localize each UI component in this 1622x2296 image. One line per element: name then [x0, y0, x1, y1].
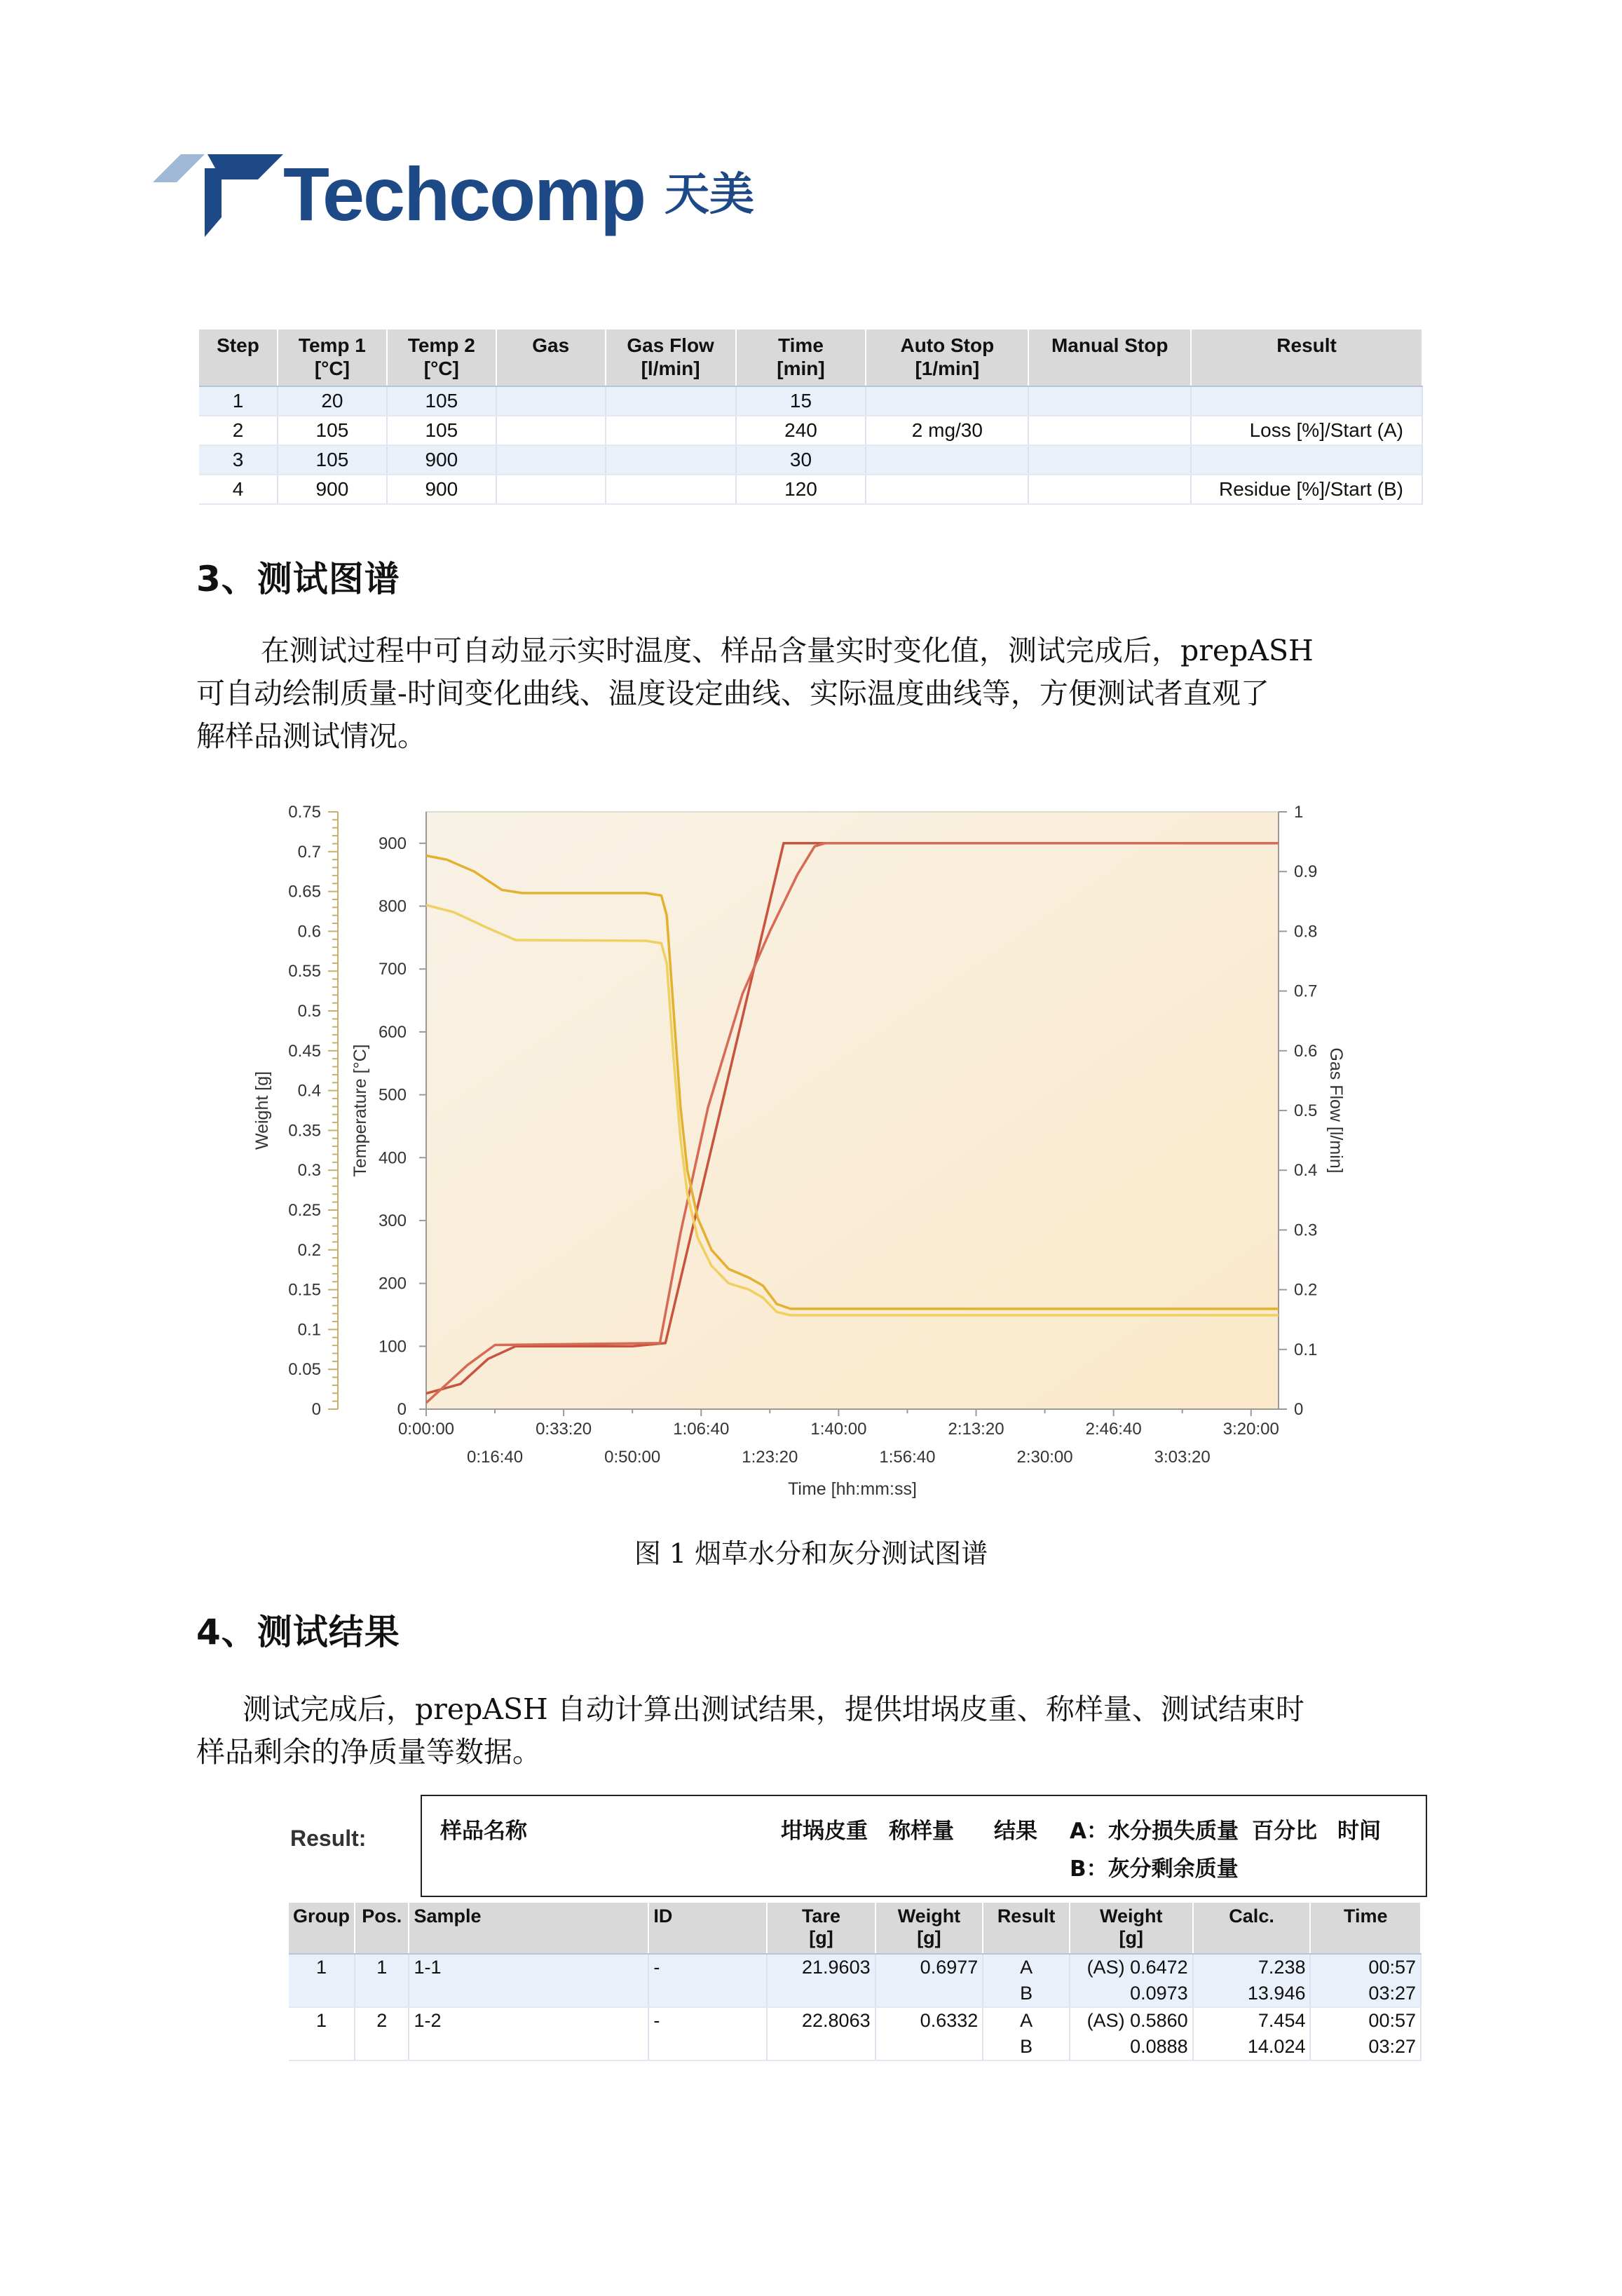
legend-time: 时间	[1337, 1819, 1381, 1844]
table-cell: 240	[736, 416, 866, 445]
table-cell: 0.6332	[875, 2007, 983, 2060]
gas-tick-label: 0.9	[1294, 862, 1318, 882]
column-header: Sample	[409, 1903, 648, 1954]
column-header: Weight [g]	[875, 1903, 983, 1954]
weight-tick-label: 0.65	[288, 882, 321, 902]
weight-tick-label: 0.7	[297, 842, 321, 862]
table-cell: Residue [%]/Start (B)	[1191, 475, 1422, 504]
temperature-tick-label: 200	[378, 1274, 407, 1293]
table-cell: 2	[355, 2007, 409, 2060]
section-title: 3、测试图谱	[196, 559, 400, 599]
legend-percent: 百分比	[1252, 1819, 1317, 1844]
table-cell: 1-2	[409, 2007, 648, 2060]
weight-axis-title: Weight [g]	[252, 1071, 272, 1150]
weight-tick-label: 0.55	[288, 962, 321, 981]
temperature-tick-label: 900	[378, 834, 407, 853]
column-header: Weight [g]	[1070, 1903, 1193, 1954]
table-cell	[1191, 445, 1422, 475]
temperature-tick-label: 300	[378, 1211, 407, 1230]
table-cell: 30	[736, 445, 866, 475]
company-logo	[153, 149, 770, 240]
weight-tick-label: 0.5	[297, 1002, 321, 1021]
table-cell: 00:57 03:27	[1310, 1954, 1421, 2007]
table-cell	[1028, 445, 1191, 475]
table-cell	[606, 475, 736, 504]
time-tick-label: 1:56:40	[879, 1448, 936, 1467]
paragraph-line: 测试完成后，prepASH 自动计算出测试结果，提供坩埚皮重、称样量、测试结束时	[243, 1692, 1304, 1726]
table-cell	[866, 445, 1028, 475]
column-header: Gas	[496, 330, 606, 386]
table-cell	[606, 386, 736, 416]
table-cell: 1	[289, 1954, 355, 2007]
table-cell: 1	[289, 2007, 355, 2060]
table-header-row	[289, 1903, 1421, 1954]
table-cell: 900	[387, 475, 496, 504]
column-header: Manual Stop	[1028, 330, 1191, 386]
temperature-tick-label: 500	[378, 1085, 407, 1105]
table-cell: 0.6977	[875, 1954, 983, 2007]
weight-tick-label: 0.35	[288, 1121, 321, 1141]
table-cell: A B	[983, 2007, 1070, 2060]
table-cell: 20	[278, 386, 387, 416]
table-cell: 7.454 14.024	[1193, 2007, 1311, 2060]
table-cell	[606, 445, 736, 475]
weight-tick-label: 0.4	[297, 1081, 321, 1101]
time-tick-label: 2:46:40	[1085, 1420, 1142, 1439]
table-cell	[1028, 475, 1191, 504]
legend-b: B：灰分剩余质量	[1070, 1856, 1239, 1882]
table-cell: (AS) 0.5860 0.0888	[1070, 2007, 1193, 2060]
table-cell: 22.8063	[767, 2007, 875, 2060]
weight-tick-label: 0.6	[297, 922, 321, 942]
table-header-row	[199, 330, 1422, 386]
table-cell: 21.9603	[767, 1954, 875, 2007]
paragraph-line: 样品剩余的净质量等数据。	[196, 1735, 541, 1769]
column-header: Calc.	[1193, 1903, 1311, 1954]
weight-tick-label: 0.45	[288, 1041, 321, 1061]
table-cell: 105	[387, 416, 496, 445]
gas-tick-label: 0.3	[1294, 1221, 1318, 1240]
paragraph-line: 在测试过程中可自动显示实时温度、样品含量实时变化值，测试完成后，prepASH	[261, 634, 1314, 667]
time-tick-label: 1:06:40	[673, 1420, 730, 1439]
table-row	[199, 386, 1422, 416]
time-tick-label: 2:13:20	[948, 1420, 1004, 1439]
table-cell: 1	[355, 1954, 409, 2007]
time-tick-label: 0:50:00	[604, 1448, 661, 1467]
table-cell	[496, 445, 606, 475]
legend-weight: 称样量	[889, 1819, 954, 1844]
weight-tick-label: 0.2	[297, 1240, 321, 1260]
column-header: ID	[648, 1903, 767, 1954]
table-cell: 105	[278, 445, 387, 475]
temperature-tick-label: 100	[378, 1337, 407, 1357]
weight-temperature-chart	[238, 799, 1388, 1500]
column-header: Step	[199, 330, 278, 386]
weight-tick-label: 0.3	[297, 1161, 321, 1181]
time-tick-label: 3:03:20	[1154, 1448, 1211, 1467]
table-cell: A B	[983, 1954, 1070, 2007]
table-cell	[496, 386, 606, 416]
gas-tick-label: 0.1	[1294, 1340, 1318, 1359]
time-tick-label: 0:33:20	[536, 1420, 592, 1439]
table-cell: 1	[199, 386, 278, 416]
table-row	[199, 416, 1422, 445]
table-cell: -	[648, 2007, 767, 2060]
column-header: Auto Stop [1/min]	[866, 330, 1028, 386]
weight-tick-label: 0.15	[288, 1280, 321, 1300]
table-cell	[606, 416, 736, 445]
logo-name: Techcomp	[283, 151, 646, 236]
table-cell: 4	[199, 475, 278, 504]
weight-tick-label: 0.1	[297, 1320, 321, 1340]
table-cell	[496, 416, 606, 445]
table-cell: -	[648, 1954, 767, 2007]
gas-tick-label: 0	[1294, 1400, 1304, 1419]
result-label: Result:	[290, 1826, 367, 1851]
table-cell: 1-1	[409, 1954, 648, 2007]
temperature-tick-label: 700	[378, 960, 407, 979]
table-cell	[1028, 386, 1191, 416]
paragraph-line: 可自动绘制质量-时间变化曲线、温度设定曲线、实际温度曲线等，方便测试者直观了	[196, 677, 1269, 710]
table-cell	[1028, 416, 1191, 445]
gas-tick-label: 0.2	[1294, 1280, 1318, 1300]
section-title: 4、测试结果	[196, 1612, 400, 1652]
weight-tick-label: 0.75	[288, 803, 321, 822]
table-cell: 900	[387, 445, 496, 475]
logo-name-cn: 天美	[665, 169, 754, 221]
table-cell	[496, 475, 606, 504]
table-cell	[1191, 386, 1422, 416]
result-table	[289, 1903, 1422, 2061]
step-program-table	[199, 330, 1423, 505]
legend-result: 结果	[994, 1819, 1037, 1844]
time-tick-label: 0:00:00	[397, 1420, 455, 1439]
temperature-tick-label: 600	[378, 1022, 407, 1042]
table-cell: 120	[736, 475, 866, 504]
temperature-tick-label: 0	[397, 1400, 407, 1419]
column-header: Group	[289, 1903, 355, 1954]
table-row	[199, 445, 1422, 475]
gas-tick-label: 0.4	[1294, 1161, 1318, 1181]
plot-area	[426, 812, 1279, 1409]
table-cell	[866, 386, 1028, 416]
table-row	[289, 1954, 1421, 2007]
table-cell: 3	[199, 445, 278, 475]
column-header: Result	[1191, 330, 1422, 386]
gas-axis-title: Gas Flow [l/min]	[1326, 1047, 1346, 1174]
table-cell: 7.238 13.946	[1193, 1954, 1311, 2007]
column-header: Pos.	[355, 1903, 409, 1954]
column-header: Tare [g]	[767, 1903, 875, 1954]
logo-mark-icon	[153, 149, 293, 240]
gas-tick-label: 0.6	[1294, 1041, 1318, 1061]
legend-a: A：水分损失质量	[1070, 1819, 1239, 1844]
time-tick-label: 1:40:00	[810, 1420, 867, 1439]
weight-tick-label: 0.25	[288, 1201, 321, 1220]
table-cell: 105	[278, 416, 387, 445]
time-tick-label: 1:23:20	[742, 1448, 798, 1467]
table-cell: 2 mg/30	[866, 416, 1028, 445]
paragraph-line: 解样品测试情况。	[196, 719, 426, 753]
gas-tick-label: 0.7	[1294, 981, 1318, 1001]
table-cell: 15	[736, 386, 866, 416]
table-cell: (AS) 0.6472 0.0973	[1070, 1954, 1193, 2007]
gas-tick-label: 0.5	[1294, 1101, 1318, 1120]
table-cell: 00:57 03:27	[1310, 2007, 1421, 2060]
column-header: Gas Flow [l/min]	[606, 330, 736, 386]
column-header: Result	[983, 1903, 1070, 1954]
temperature-axis-title: Temperature [°C]	[350, 1044, 370, 1177]
column-header: Time	[1310, 1903, 1421, 1954]
time-tick-label: 2:30:00	[1016, 1448, 1073, 1467]
legend-sample-name: 样品名称	[440, 1819, 527, 1844]
column-header: Temp 1 [°C]	[278, 330, 387, 386]
temperature-tick-label: 800	[378, 897, 407, 916]
gas-tick-label: 1	[1294, 803, 1304, 822]
legend-tare: 坩埚皮重	[781, 1819, 868, 1844]
temperature-tick-label: 400	[378, 1148, 407, 1168]
x-axis-title: Time [hh:mm:ss]	[788, 1479, 917, 1499]
gas-tick-label: 0.8	[1294, 922, 1318, 942]
time-tick-label: 0:16:40	[467, 1448, 524, 1467]
time-tick-label: 3:20:00	[1222, 1420, 1279, 1439]
table-cell: 900	[278, 475, 387, 504]
weight-tick-label: 0	[311, 1400, 321, 1419]
table-row	[199, 475, 1422, 504]
result-legend-box	[421, 1795, 1427, 1897]
table-cell: 2	[199, 416, 278, 445]
table-cell: Loss [%]/Start (A)	[1191, 416, 1422, 445]
table-cell: 105	[387, 386, 496, 416]
table-cell	[866, 475, 1028, 504]
column-header: Temp 2 [°C]	[387, 330, 496, 386]
column-header: Time [min]	[736, 330, 866, 386]
weight-tick-label: 0.05	[288, 1360, 321, 1380]
figure-caption: 图 1 烟草水分和灰分测试图谱	[634, 1538, 988, 1569]
table-row	[289, 2007, 1421, 2060]
